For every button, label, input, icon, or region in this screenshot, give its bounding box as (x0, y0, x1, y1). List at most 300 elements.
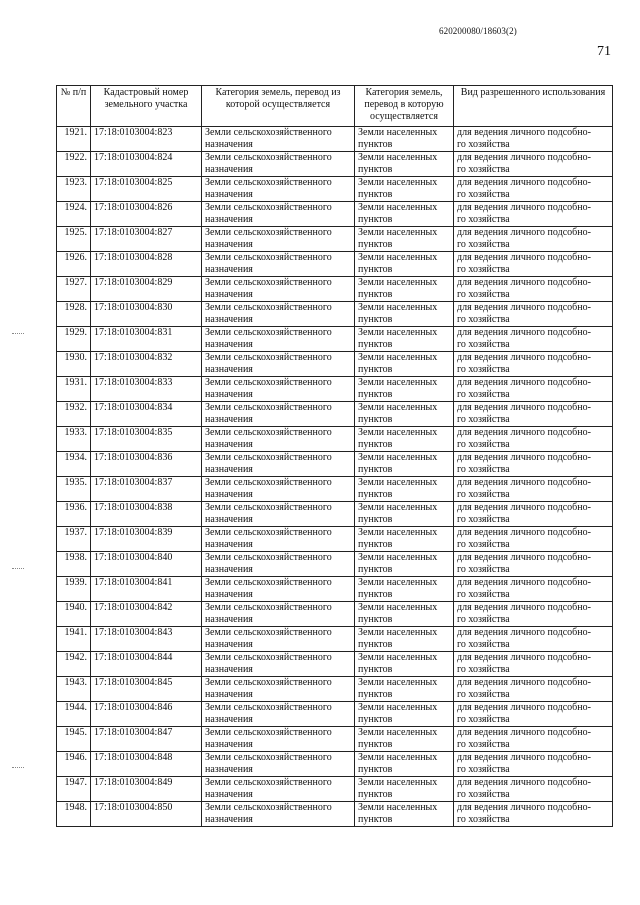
category-to (355, 427, 454, 452)
cadastral-number: 17:18:0103004:835 (91, 427, 202, 452)
permitted-use-line: го хозяйства (457, 539, 510, 550)
permitted-use-line: для ведения личного подсобно- (457, 452, 591, 463)
category-from-line: Земли сельскохозяйственного (205, 777, 332, 788)
category-from (202, 527, 355, 552)
permitted-use (454, 527, 613, 552)
table-row (57, 427, 613, 452)
permitted-use-line: го хозяйства (457, 214, 510, 225)
permitted-use-line: го хозяйства (457, 189, 510, 200)
category-from-line: Земли сельскохозяйственного (205, 377, 332, 388)
category-from (202, 677, 355, 702)
row-number: 1941. (57, 627, 91, 652)
category-from-line: назначения (205, 164, 253, 175)
permitted-use (454, 627, 613, 652)
table-row (57, 227, 613, 252)
category-from (202, 752, 355, 777)
category-to-line: пунктов (358, 339, 393, 350)
category-to (355, 602, 454, 627)
category-to-line: Земли населенных (358, 602, 438, 613)
cadastral-number: 17:18:0103004:846 (91, 702, 202, 727)
permitted-use-line: го хозяйства (457, 464, 510, 475)
row-number: 1926. (57, 252, 91, 277)
table-row (57, 252, 613, 277)
table-row (57, 577, 613, 602)
permitted-use-line: для ведения личного подсобно- (457, 352, 591, 363)
category-to-line: Земли населенных (358, 177, 438, 188)
table-row (57, 677, 613, 702)
category-from (202, 777, 355, 802)
category-from-line: назначения (205, 239, 253, 250)
cadastral-number: 17:18:0103004:823 (91, 127, 202, 152)
category-from-line: назначения (205, 739, 253, 750)
table-row (57, 602, 613, 627)
category-from-line: Земли сельскохозяйственного (205, 327, 332, 338)
permitted-use (454, 402, 613, 427)
table-row (57, 202, 613, 227)
permitted-use-line: го хозяйства (457, 764, 510, 775)
table-row (57, 627, 613, 652)
category-from (202, 227, 355, 252)
category-from-line: Земли сельскохозяйственного (205, 577, 332, 588)
permitted-use (454, 802, 613, 827)
category-from-line: назначения (205, 364, 253, 375)
permitted-use-line: го хозяйства (457, 239, 510, 250)
row-number: 1933. (57, 427, 91, 452)
category-to-line: Земли населенных (358, 752, 438, 763)
category-from-line: Земли сельскохозяйственного (205, 302, 332, 313)
permitted-use-line: го хозяйства (457, 264, 510, 275)
category-to-line: пунктов (358, 589, 393, 600)
permitted-use (454, 552, 613, 577)
cadastral-number: 17:18:0103004:825 (91, 177, 202, 202)
permitted-use-line: го хозяйства (457, 389, 510, 400)
permitted-use (454, 277, 613, 302)
permitted-use-line: для ведения личного подсобно- (457, 377, 591, 388)
category-to-line: пунктов (358, 189, 393, 200)
category-to (355, 452, 454, 477)
table-row (57, 327, 613, 352)
permitted-use-line: для ведения личного подсобно- (457, 652, 591, 663)
cadastral-number: 17:18:0103004:844 (91, 652, 202, 677)
permitted-use-line: для ведения личного подсобно- (457, 527, 591, 538)
row-number: 1921. (57, 127, 91, 152)
permitted-use-line: го хозяйства (457, 289, 510, 300)
category-to-line: Земли населенных (358, 202, 438, 213)
cadastral-number: 17:18:0103004:828 (91, 252, 202, 277)
category-from-line: назначения (205, 539, 253, 550)
category-to-line: Земли населенных (358, 502, 438, 513)
category-from (202, 552, 355, 577)
permitted-use (454, 727, 613, 752)
permitted-use-line: для ведения личного подсобно- (457, 227, 591, 238)
permitted-use (454, 452, 613, 477)
permitted-use-line: для ведения личного подсобно- (457, 727, 591, 738)
permitted-use-line: го хозяйства (457, 789, 510, 800)
permitted-use-line: го хозяйства (457, 139, 510, 150)
column-header-number: № п/п (57, 86, 91, 127)
permitted-use (454, 252, 613, 277)
permitted-use (454, 752, 613, 777)
category-from-line: Земли сельскохозяйственного (205, 402, 332, 413)
cadastral-number: 17:18:0103004:840 (91, 552, 202, 577)
table-row (57, 727, 613, 752)
permitted-use-line: для ведения личного подсобно- (457, 802, 591, 813)
category-to-line: пунктов (358, 789, 393, 800)
category-from-line: назначения (205, 339, 253, 350)
table-row (57, 352, 613, 377)
permitted-use (454, 352, 613, 377)
margin-scan-mark (12, 333, 24, 334)
table-row (57, 527, 613, 552)
category-to (355, 377, 454, 402)
category-from (202, 627, 355, 652)
cadastral-number: 17:18:0103004:827 (91, 227, 202, 252)
category-to-line: пунктов (358, 564, 393, 575)
category-from (202, 177, 355, 202)
category-to-line: Земли населенных (358, 777, 438, 788)
category-to-line: пунктов (358, 389, 393, 400)
category-to-line: пунктов (358, 764, 393, 775)
category-to (355, 302, 454, 327)
cadastral-number: 17:18:0103004:843 (91, 627, 202, 652)
table-row (57, 702, 613, 727)
table-row (57, 477, 613, 502)
category-from (202, 502, 355, 527)
row-number: 1930. (57, 352, 91, 377)
category-to-line: пунктов (358, 489, 393, 500)
category-from-line: назначения (205, 489, 253, 500)
category-from-line: назначения (205, 564, 253, 575)
page-number: 71 (597, 44, 611, 59)
category-to-line: Земли населенных (358, 802, 438, 813)
table-row (57, 127, 613, 152)
row-number: 1940. (57, 602, 91, 627)
column-header-cadastral: Кадастровый номер земельного участка (91, 86, 202, 127)
permitted-use-line: го хозяйства (457, 714, 510, 725)
permitted-use-line: для ведения личного подсобно- (457, 252, 591, 263)
category-to-line: пунктов (358, 364, 393, 375)
permitted-use (454, 302, 613, 327)
category-from (202, 202, 355, 227)
permitted-use (454, 227, 613, 252)
category-from-line: назначения (205, 464, 253, 475)
category-to (355, 227, 454, 252)
cadastral-number: 17:18:0103004:829 (91, 277, 202, 302)
cadastral-number: 17:18:0103004:845 (91, 677, 202, 702)
category-to-line: Земли населенных (358, 552, 438, 563)
category-to-line: пунктов (358, 464, 393, 475)
cadastral-number: 17:18:0103004:838 (91, 502, 202, 527)
category-from-line: назначения (205, 139, 253, 150)
table-body (57, 127, 613, 827)
category-from (202, 152, 355, 177)
category-from (202, 602, 355, 627)
category-from-line: Земли сельскохозяйственного (205, 252, 332, 263)
category-from (202, 802, 355, 827)
permitted-use-line: го хозяйства (457, 589, 510, 600)
row-number: 1942. (57, 652, 91, 677)
category-from-line: Земли сельскохозяйственного (205, 202, 332, 213)
category-to (355, 402, 454, 427)
permitted-use-line: для ведения личного подсобно- (457, 577, 591, 588)
permitted-use-line: для ведения личного подсобно- (457, 402, 591, 413)
permitted-use-line: для ведения личного подсобно- (457, 152, 591, 163)
permitted-use-line: го хозяйства (457, 439, 510, 450)
category-from-line: назначения (205, 439, 253, 450)
cadastral-number: 17:18:0103004:841 (91, 577, 202, 602)
cadastral-number: 17:18:0103004:849 (91, 777, 202, 802)
row-number: 1924. (57, 202, 91, 227)
category-from-line: назначения (205, 264, 253, 275)
category-to-line: пунктов (358, 814, 393, 825)
row-number: 1927. (57, 277, 91, 302)
cadastral-number: 17:18:0103004:831 (91, 327, 202, 352)
category-from-line: Земли сельскохозяйственного (205, 527, 332, 538)
category-to (355, 327, 454, 352)
category-from-line: Земли сельскохозяйственного (205, 127, 332, 138)
category-from (202, 402, 355, 427)
category-to (355, 627, 454, 652)
permitted-use (454, 777, 613, 802)
row-number: 1947. (57, 777, 91, 802)
permitted-use-line: го хозяйства (457, 614, 510, 625)
category-to-line: пунктов (358, 714, 393, 725)
category-from (202, 577, 355, 602)
category-from-line: Земли сельскохозяйственного (205, 152, 332, 163)
permitted-use-line: для ведения личного подсобно- (457, 602, 591, 613)
category-to (355, 177, 454, 202)
permitted-use (454, 152, 613, 177)
table-row (57, 777, 613, 802)
category-to-line: пунктов (358, 139, 393, 150)
category-from-line: Земли сельскохозяйственного (205, 452, 332, 463)
land-plots-table (56, 85, 613, 827)
category-to (355, 502, 454, 527)
permitted-use-line: го хозяйства (457, 489, 510, 500)
permitted-use (454, 702, 613, 727)
margin-scan-mark (12, 767, 24, 768)
row-number: 1929. (57, 327, 91, 352)
category-to-line: Земли населенных (358, 402, 438, 413)
cadastral-number: 17:18:0103004:850 (91, 802, 202, 827)
category-from-line: Земли сельскохозяйственного (205, 427, 332, 438)
permitted-use (454, 577, 613, 602)
category-to (355, 802, 454, 827)
category-to (355, 277, 454, 302)
row-number: 1928. (57, 302, 91, 327)
category-to (355, 777, 454, 802)
row-number: 1923. (57, 177, 91, 202)
permitted-use-line: для ведения личного подсобно- (457, 552, 591, 563)
row-number: 1939. (57, 577, 91, 602)
permitted-use (454, 602, 613, 627)
table-row (57, 402, 613, 427)
row-number: 1946. (57, 752, 91, 777)
column-header-category-from: Категория земель, перевод из которой осуществляется (202, 86, 355, 127)
category-to-line: пунктов (358, 689, 393, 700)
permitted-use (454, 327, 613, 352)
permitted-use-line: для ведения личного подсобно- (457, 477, 591, 488)
category-to (355, 152, 454, 177)
category-to-line: Земли населенных (358, 127, 438, 138)
category-to-line: пунктов (358, 639, 393, 650)
column-header-permitted-use: Вид разрешенного использования (454, 86, 613, 127)
category-to-line: пунктов (358, 414, 393, 425)
cadastral-number: 17:18:0103004:824 (91, 152, 202, 177)
table-row (57, 552, 613, 577)
category-from-line: Земли сельскохозяйственного (205, 177, 332, 188)
permitted-use (454, 127, 613, 152)
permitted-use-line: го хозяйства (457, 639, 510, 650)
category-from-line: Земли сельскохозяйственного (205, 752, 332, 763)
category-to (355, 752, 454, 777)
permitted-use-line: для ведения личного подсобно- (457, 202, 591, 213)
category-from-line: Земли сельскохозяйственного (205, 227, 332, 238)
category-to-line: Земли населенных (358, 702, 438, 713)
category-from (202, 727, 355, 752)
cadastral-number: 17:18:0103004:848 (91, 752, 202, 777)
row-number: 1938. (57, 552, 91, 577)
category-from-line: Земли сельскохозяйственного (205, 502, 332, 513)
cadastral-number: 17:18:0103004:837 (91, 477, 202, 502)
category-from-line: назначения (205, 189, 253, 200)
permitted-use (454, 652, 613, 677)
permitted-use (454, 202, 613, 227)
category-to-line: пунктов (358, 164, 393, 175)
category-from (202, 127, 355, 152)
category-to (355, 477, 454, 502)
cadastral-number: 17:18:0103004:830 (91, 302, 202, 327)
category-to-line: пунктов (358, 214, 393, 225)
category-to-line: Земли населенных (358, 277, 438, 288)
category-to (355, 677, 454, 702)
category-from (202, 302, 355, 327)
permitted-use (454, 427, 613, 452)
category-to-line: Земли населенных (358, 627, 438, 638)
category-from (202, 377, 355, 402)
category-from-line: назначения (205, 764, 253, 775)
permitted-use-line: го хозяйства (457, 339, 510, 350)
category-from (202, 427, 355, 452)
category-to (355, 252, 454, 277)
category-from (202, 452, 355, 477)
category-to-line: пунктов (358, 514, 393, 525)
category-from-line: Земли сельскохозяйственного (205, 352, 332, 363)
permitted-use-line: для ведения личного подсобно- (457, 502, 591, 513)
category-to-line: Земли населенных (358, 652, 438, 663)
category-from-line: назначения (205, 289, 253, 300)
category-to-line: пунктов (358, 239, 393, 250)
table-row (57, 377, 613, 402)
table-header-row (57, 86, 613, 127)
permitted-use-line: го хозяйства (457, 514, 510, 525)
table-row (57, 452, 613, 477)
category-to-line: Земли населенных (358, 527, 438, 538)
category-from-line: назначения (205, 389, 253, 400)
permitted-use-line: го хозяйства (457, 564, 510, 575)
category-to-line: Земли населенных (358, 352, 438, 363)
permitted-use-line: для ведения личного подсобно- (457, 752, 591, 763)
permitted-use-line: для ведения личного подсобно- (457, 277, 591, 288)
category-from (202, 477, 355, 502)
row-number: 1935. (57, 477, 91, 502)
cadastral-number: 17:18:0103004:832 (91, 352, 202, 377)
table-row (57, 177, 613, 202)
permitted-use-line: для ведения личного подсобно- (457, 777, 591, 788)
row-number: 1943. (57, 677, 91, 702)
table-row (57, 502, 613, 527)
table-row (57, 277, 613, 302)
category-to (355, 702, 454, 727)
row-number: 1936. (57, 502, 91, 527)
permitted-use-line: го хозяйства (457, 664, 510, 675)
row-number: 1925. (57, 227, 91, 252)
cadastral-number: 17:18:0103004:839 (91, 527, 202, 552)
document-code: 620200080/18603(2) (439, 26, 517, 36)
category-from-line: Земли сельскохозяйственного (205, 477, 332, 488)
category-to-line: Земли населенных (358, 427, 438, 438)
row-number: 1932. (57, 402, 91, 427)
category-to (355, 352, 454, 377)
category-to (355, 202, 454, 227)
category-from (202, 352, 355, 377)
category-to (355, 727, 454, 752)
permitted-use-line: го хозяйства (457, 689, 510, 700)
category-to (355, 527, 454, 552)
category-to-line: пунктов (358, 314, 393, 325)
row-number: 1948. (57, 802, 91, 827)
category-to-line: Земли населенных (358, 327, 438, 338)
category-from-line: Земли сельскохозяйственного (205, 802, 332, 813)
cadastral-number: 17:18:0103004:847 (91, 727, 202, 752)
category-from-line: Земли сельскохозяйственного (205, 677, 332, 688)
row-number: 1937. (57, 527, 91, 552)
category-to-line: Земли населенных (358, 577, 438, 588)
permitted-use-line: го хозяйства (457, 364, 510, 375)
category-from-line: назначения (205, 514, 253, 525)
category-from-line: Земли сельскохозяйственного (205, 727, 332, 738)
permitted-use-line: для ведения личного подсобно- (457, 702, 591, 713)
category-from-line: Земли сельскохозяйственного (205, 702, 332, 713)
permitted-use-line: го хозяйства (457, 164, 510, 175)
category-to-line: пунктов (358, 614, 393, 625)
permitted-use-line: для ведения личного подсобно- (457, 627, 591, 638)
permitted-use-line: для ведения личного подсобно- (457, 302, 591, 313)
table-row (57, 652, 613, 677)
permitted-use-line: го хозяйства (457, 814, 510, 825)
table-row (57, 752, 613, 777)
category-from-line: назначения (205, 689, 253, 700)
permitted-use-line: го хозяйства (457, 314, 510, 325)
permitted-use (454, 677, 613, 702)
table-row (57, 302, 613, 327)
category-from-line: назначения (205, 414, 253, 425)
category-from (202, 252, 355, 277)
category-to (355, 552, 454, 577)
category-to-line: пунктов (358, 289, 393, 300)
category-to-line: Земли населенных (358, 152, 438, 163)
category-to (355, 127, 454, 152)
column-header-category-to: Категория земель, перевод в которую осуществляется (355, 86, 454, 127)
category-to-line: Земли населенных (358, 227, 438, 238)
row-number: 1944. (57, 702, 91, 727)
category-to-line: Земли населенных (358, 452, 438, 463)
category-to (355, 577, 454, 602)
category-to-line: пунктов (358, 264, 393, 275)
permitted-use (454, 177, 613, 202)
category-from-line: Земли сельскохозяйственного (205, 552, 332, 563)
category-to-line: пунктов (358, 439, 393, 450)
